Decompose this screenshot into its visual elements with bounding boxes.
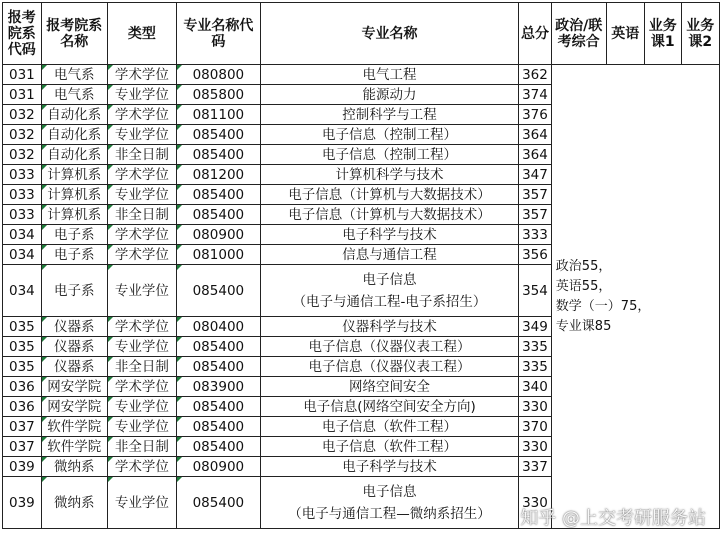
row-type: 学术学位 xyxy=(107,225,176,245)
row-dept: 仪器系 xyxy=(41,317,107,337)
row-type: 专业学位 xyxy=(107,265,176,317)
row-major-code: 085400 xyxy=(176,477,260,529)
row-code: 035 xyxy=(3,337,42,357)
row-major-name: 计算机科学与技术 xyxy=(260,165,518,185)
header-politics: 政治/联考综合 xyxy=(551,3,606,65)
row-dept: 电子系 xyxy=(41,245,107,265)
header-course1: 业务课1 xyxy=(644,3,681,65)
row-type: 专业学位 xyxy=(107,417,176,437)
row-type: 学术学位 xyxy=(107,65,176,85)
row-dept: 微纳系 xyxy=(41,477,107,529)
row-major-name: 电气工程 xyxy=(260,65,518,85)
row-code: 035 xyxy=(3,317,42,337)
row-major-name: 电子信息（软件工程） xyxy=(260,417,518,437)
row-major-code: 085800 xyxy=(176,85,260,105)
row-total: 370 xyxy=(519,417,552,437)
header-row xyxy=(3,3,720,65)
watermark: 知乎 @上交考研服务站 xyxy=(520,508,706,529)
row-major-name: 电子科学与技术 xyxy=(260,457,518,477)
row-major-code: 080900 xyxy=(176,225,260,245)
note-line: 英语55， xyxy=(555,278,612,294)
row-total: 357 xyxy=(519,205,552,225)
major-name-line2: （电子与通信工程-电子系招生） xyxy=(292,293,487,310)
row-major-code: 080400 xyxy=(176,317,260,337)
row-dept: 自动化系 xyxy=(41,145,107,165)
row-code: 031 xyxy=(3,65,42,85)
row-total: 335 xyxy=(519,357,552,377)
header-major-name: 专业名称 xyxy=(260,3,518,65)
row-code: 036 xyxy=(3,397,42,417)
row-major-code: 085400 xyxy=(176,337,260,357)
row-major-code: 085400 xyxy=(176,397,260,417)
row-major-name: 电子信息（控制工程） xyxy=(260,145,518,165)
row-dept: 微纳系 xyxy=(41,457,107,477)
row-type: 学术学位 xyxy=(107,245,176,265)
row-type: 学术学位 xyxy=(107,317,176,337)
row-total: 374 xyxy=(519,85,552,105)
row-major-name: 电子信息(网络空间安全方向) xyxy=(260,397,518,417)
row-code: 033 xyxy=(3,165,42,185)
row-type: 专业学位 xyxy=(107,337,176,357)
row-total: 340 xyxy=(519,377,552,397)
row-code: 032 xyxy=(3,145,42,165)
row-major-name: 电子信息（软件工程） xyxy=(260,437,518,457)
row-type: 学术学位 xyxy=(107,377,176,397)
row-total: 364 xyxy=(519,145,552,165)
row-dept: 电子系 xyxy=(41,265,107,317)
row-major-name: 电子信息（控制工程） xyxy=(260,125,518,145)
row-major-code: 085400 xyxy=(176,145,260,165)
note-line: 专业课85 xyxy=(555,318,612,334)
row-major-name: 仪器科学与技术 xyxy=(260,317,518,337)
row-total: 347 xyxy=(519,165,552,185)
header-total: 总分 xyxy=(519,3,552,65)
row-major-code: 085400 xyxy=(176,185,260,205)
row-code: 034 xyxy=(3,265,42,317)
row-total: 376 xyxy=(519,105,552,125)
row-major-code: 081000 xyxy=(176,245,260,265)
row-major-name xyxy=(260,265,518,317)
row-major-code: 085400 xyxy=(176,265,260,317)
row-major-code: 085400 xyxy=(176,357,260,377)
row-dept: 网安学院 xyxy=(41,397,107,417)
row-dept: 软件学院 xyxy=(41,417,107,437)
row-code: 032 xyxy=(3,105,42,125)
row-dept: 自动化系 xyxy=(41,105,107,125)
row-type: 学术学位 xyxy=(107,457,176,477)
row-major-code: 083900 xyxy=(176,377,260,397)
header-dept-name: 报考院系名称 xyxy=(41,3,107,65)
row-type: 非全日制 xyxy=(107,205,176,225)
row-major-name: 电子科学与技术 xyxy=(260,225,518,245)
row-total: 337 xyxy=(519,457,552,477)
row-major-code: 081200 xyxy=(176,165,260,185)
row-major-name: 控制科学与工程 xyxy=(260,105,518,125)
header-course2: 业务课2 xyxy=(681,3,720,65)
row-major-code: 081100 xyxy=(176,105,260,125)
score-requirements-note xyxy=(551,65,719,529)
major-name-line1: 电子信息 xyxy=(362,271,417,288)
table-body xyxy=(3,65,720,529)
header-english: 英语 xyxy=(606,3,644,65)
row-code: 035 xyxy=(3,357,42,377)
row-code: 039 xyxy=(3,477,42,529)
row-type: 专业学位 xyxy=(107,85,176,105)
row-major-code: 080800 xyxy=(176,65,260,85)
row-dept: 自动化系 xyxy=(41,125,107,145)
note-line: 政治55， xyxy=(555,258,612,274)
score-table xyxy=(2,2,720,529)
row-total: 335 xyxy=(519,337,552,357)
row-code: 036 xyxy=(3,377,42,397)
row-major-name: 电子信息（仪器仪表工程） xyxy=(260,357,518,377)
row-total: 357 xyxy=(519,185,552,205)
row-total: 333 xyxy=(519,225,552,245)
row-dept: 电子系 xyxy=(41,225,107,245)
table-row xyxy=(3,65,720,85)
row-code: 034 xyxy=(3,245,42,265)
row-major-name: 电子信息（仪器仪表工程） xyxy=(260,337,518,357)
row-major-code: 080900 xyxy=(176,457,260,477)
row-dept: 计算机系 xyxy=(41,185,107,205)
row-major-code: 085400 xyxy=(176,437,260,457)
row-code: 037 xyxy=(3,437,42,457)
row-major-code: 085400 xyxy=(176,125,260,145)
row-dept: 软件学院 xyxy=(41,437,107,457)
row-total: 349 xyxy=(519,317,552,337)
row-major-name: 网络空间安全 xyxy=(260,377,518,397)
row-total: 354 xyxy=(519,265,552,317)
row-type: 专业学位 xyxy=(107,477,176,529)
row-major-name: 能源动力 xyxy=(260,85,518,105)
row-type: 学术学位 xyxy=(107,105,176,125)
row-code: 031 xyxy=(3,85,42,105)
row-total: 362 xyxy=(519,65,552,85)
major-name-line2: （电子与通信工程—微纳系招生） xyxy=(288,505,491,522)
note-line: 数学（一）75， xyxy=(555,298,651,314)
row-dept: 仪器系 xyxy=(41,337,107,357)
row-type: 专业学位 xyxy=(107,397,176,417)
row-dept: 仪器系 xyxy=(41,357,107,377)
row-dept: 网安学院 xyxy=(41,377,107,397)
row-major-name: 电子信息（计算机与大数据技术） xyxy=(260,205,518,225)
row-type: 非全日制 xyxy=(107,437,176,457)
major-name-line1: 电子信息 xyxy=(362,483,417,500)
row-type: 学术学位 xyxy=(107,165,176,185)
row-dept: 计算机系 xyxy=(41,165,107,185)
row-type: 非全日制 xyxy=(107,145,176,165)
row-code: 034 xyxy=(3,225,42,245)
row-dept: 计算机系 xyxy=(41,205,107,225)
row-code: 037 xyxy=(3,417,42,437)
row-type: 专业学位 xyxy=(107,185,176,205)
row-major-name: 信息与通信工程 xyxy=(260,245,518,265)
row-major-code: 085400 xyxy=(176,417,260,437)
row-code: 033 xyxy=(3,205,42,225)
row-dept: 电气系 xyxy=(41,65,107,85)
row-major-name xyxy=(260,477,518,529)
row-total: 356 xyxy=(519,245,552,265)
row-code: 033 xyxy=(3,185,42,205)
row-total: 330 xyxy=(519,477,552,529)
row-code: 032 xyxy=(3,125,42,145)
header-major-code: 专业名称代码 xyxy=(176,3,260,65)
header-type: 类型 xyxy=(107,3,176,65)
row-major-name: 电子信息（计算机与大数据技术） xyxy=(260,185,518,205)
row-code: 039 xyxy=(3,457,42,477)
row-total: 330 xyxy=(519,437,552,457)
row-total: 364 xyxy=(519,125,552,145)
row-total: 330 xyxy=(519,397,552,417)
row-type: 专业学位 xyxy=(107,125,176,145)
row-dept: 电气系 xyxy=(41,85,107,105)
header-dept-code: 报考院系代码 xyxy=(3,3,42,65)
row-type: 非全日制 xyxy=(107,357,176,377)
row-major-code: 085400 xyxy=(176,205,260,225)
